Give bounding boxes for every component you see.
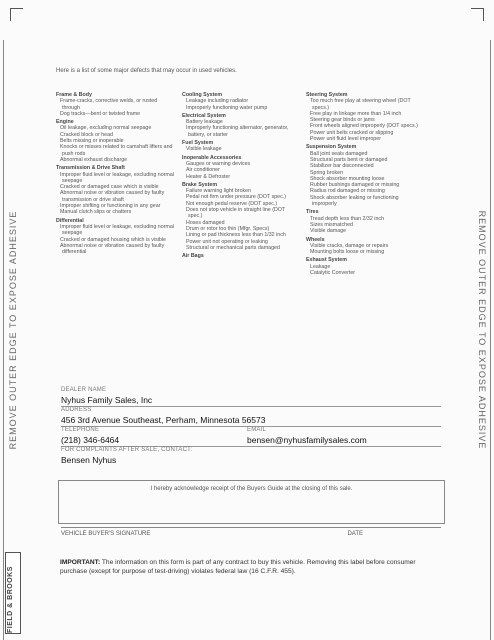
defect-item: Rubber bushings damaged or missing: [310, 182, 400, 189]
defects-list-section: [56, 68, 456, 368]
defect-item: Steering gear binds or jams: [310, 117, 375, 124]
telephone-label: TELEPHONE: [61, 427, 100, 433]
defect-item: Stabilizer bar disconnected: [310, 163, 374, 170]
defects-intro: Here is a list of some major defects that may occur in used vehicles.: [56, 68, 237, 74]
dealer-info-section: [61, 387, 441, 466]
defect-category: Suspension System: [306, 144, 357, 151]
defect-item: Tread depth less than 2/32 inch: [310, 215, 385, 222]
defect-item: Belts missing or inoperable: [60, 138, 124, 145]
signature-area: [61, 527, 441, 537]
defect-item: Leakage: [310, 263, 331, 270]
defects-column-3: [306, 92, 422, 276]
defect-item: Shock absorber mounting loose: [310, 175, 385, 182]
defect-category: Engine: [56, 119, 74, 126]
defect-item: Catalytic Converter: [310, 270, 356, 277]
defect-item: Failure warning light broken: [186, 188, 252, 195]
defect-item: Lining or pad thickness less than 1/32 inch: [186, 232, 286, 239]
important-notice: [60, 558, 440, 576]
defect-item: Cracked block or head: [60, 131, 113, 138]
defect-item: Front wheels aligned improperly (DOT specs.): [310, 123, 418, 130]
defects-column-1: [56, 92, 174, 255]
defect-item: Power unit fluid level improper: [310, 136, 381, 143]
defect-item: Gauges or warning devices: [186, 160, 251, 167]
defect-item: Structural or mechanical parts damaged: [186, 244, 280, 251]
crop-mark-top-right: [471, 8, 484, 21]
defect-item: Power unit not operating or leaking: [186, 238, 268, 245]
defect-item: Abnormal noise or vibration caused by faulty transmission or drive shaft: [60, 190, 165, 203]
defect-item: Visible leakage: [186, 146, 222, 153]
defect-item: Shock absorber leaking or functioning improperly: [310, 194, 399, 208]
defect-item: Too much free play at steering wheel (DOT specs.): [310, 98, 411, 111]
defect-item: Oil leakage, excluding normal seepage: [60, 125, 152, 132]
defect-item: Heater & Defroster: [186, 173, 231, 180]
defect-item: Pedal not firm under pressure (DOT spec.): [186, 194, 286, 201]
telephone-value: (218) 346-6464: [61, 435, 247, 447]
complaints-contact-value: Bensen Nyhus: [61, 455, 117, 465]
defect-item: Power unit belts cracked or slipping: [310, 129, 394, 136]
defect-category: Steering System: [306, 92, 348, 98]
defect-category: Inoperable Accessories: [182, 154, 242, 161]
adhesive-instruction-left: REMOVE OUTER EDGE TO EXPOSE ADHESIVE: [8, 210, 18, 450]
complaints-label: FOR COMPLAINTS AFTER SALE, CONTACT:: [61, 447, 193, 453]
defect-category: Differential: [56, 217, 84, 224]
dealer-name-label: DEALER NAME: [61, 387, 107, 393]
defect-category: Frame & Body: [56, 92, 92, 98]
crop-mark-top-left: [10, 8, 23, 21]
defect-item: Abnormal noise or vibration caused by faulty differential: [60, 242, 165, 256]
important-label: IMPORTANT:: [60, 559, 101, 566]
defect-item: Visible cracks, damage or repairs: [310, 242, 389, 249]
defect-item: Manual clutch slips or chatters: [60, 209, 132, 216]
defect-item: Free play in linkage more than 1/4 inch: [310, 110, 402, 117]
important-text: The information on this form is part of any contract to buy this vehicle. Removing this label before consumer purchase (except for purpose of test-driving) violates federal law (16 C.F.R. 455).: [60, 559, 416, 575]
acknowledgement-text: I hereby acknowledge receipt of the Buyers Guide at the closing of this sale.: [150, 486, 353, 492]
defect-category: Electrical System: [182, 112, 226, 119]
defect-category: Fuel System: [182, 140, 214, 147]
defect-item: Dog tracks—bent or twisted frame: [60, 110, 141, 117]
defect-item: Mounting bolts loose or missing: [310, 249, 385, 256]
defect-item: Cracked or damaged housing which is visible: [60, 236, 166, 243]
email-label: EMAIL: [247, 427, 267, 433]
defect-item: Air conditioner: [186, 167, 220, 174]
email-value: bensen@nyhusfamilysales.com: [247, 435, 441, 447]
defect-item: Abnormal exhaust discharge: [60, 156, 128, 163]
defect-item: Not enough pedal reserve (DOT spec.): [186, 200, 278, 207]
address-label: ADDRESS: [61, 407, 92, 413]
defect-item: Does not stop vehicle in straight line (DOT spec.): [186, 207, 286, 220]
defect-item: Improperly functioning alternator, generator, battery, or starter: [186, 125, 289, 138]
defect-item: Cracked or damaged case which is visible: [60, 184, 159, 191]
adhesive-instruction-right: REMOVE OUTER EDGE TO EXPOSE ADHESIVE: [477, 210, 487, 450]
address-value: 456 3rd Avenue Southeast, Perham, Minnesota 56573: [61, 415, 441, 427]
defect-item: Improper fluid level or leakage, excluding normal seepage: [60, 223, 174, 237]
defects-column-2: [182, 92, 298, 259]
buyer-signature-label: VEHICLE BUYER'S SIGNATURE: [61, 531, 151, 537]
defect-item: Sizes mismatched: [310, 221, 353, 228]
defect-item: Improperly functioning water pump: [186, 104, 268, 111]
date-label: DATE: [347, 531, 363, 537]
defect-item: Leakage including radiator: [186, 98, 249, 105]
defect-item: Drum or rotor too thin (Mfgr. Specs): [186, 225, 270, 232]
left-edge-line: [3, 40, 4, 640]
acknowledgement-box: [58, 480, 445, 524]
defect-item: Structural parts bent or damaged: [310, 156, 388, 163]
defect-item: Knocks or misses related to camshaft lifters and push rods: [60, 144, 173, 157]
dealer-name-value: Nyhus Family Sales, Inc: [61, 395, 441, 407]
defect-item: Battery leakage: [186, 119, 223, 126]
defect-item: Frame-cracks, corrective welds, or rusted through: [60, 98, 158, 111]
defect-item: Ball joint seals damaged: [310, 150, 368, 157]
defect-item: Hoses damaged: [186, 219, 225, 226]
defect-item: Spring broken: [310, 169, 343, 176]
right-edge-line: [490, 40, 491, 640]
defect-category: Air Bags: [182, 253, 204, 260]
defect-item: Radius rod damaged or missing: [310, 188, 385, 195]
defect-category: Exhaust System: [306, 257, 347, 264]
defect-item: Visible damage: [310, 228, 347, 235]
defect-item: Improper shifting or functioning in any gear: [60, 203, 161, 210]
defect-category: Cooling System: [182, 92, 223, 98]
defect-category: Brake System: [182, 181, 218, 188]
defect-category: Wheels: [306, 236, 325, 243]
defect-category: Tires: [306, 209, 319, 216]
contact-row: [61, 427, 441, 447]
publisher-logo: FIELD & BROOKS: [5, 552, 21, 634]
defect-item: Improper fluid level or leakage, excluding normal seepage: [60, 171, 174, 184]
defect-category: Transmission & Drive Shaft: [56, 165, 125, 172]
